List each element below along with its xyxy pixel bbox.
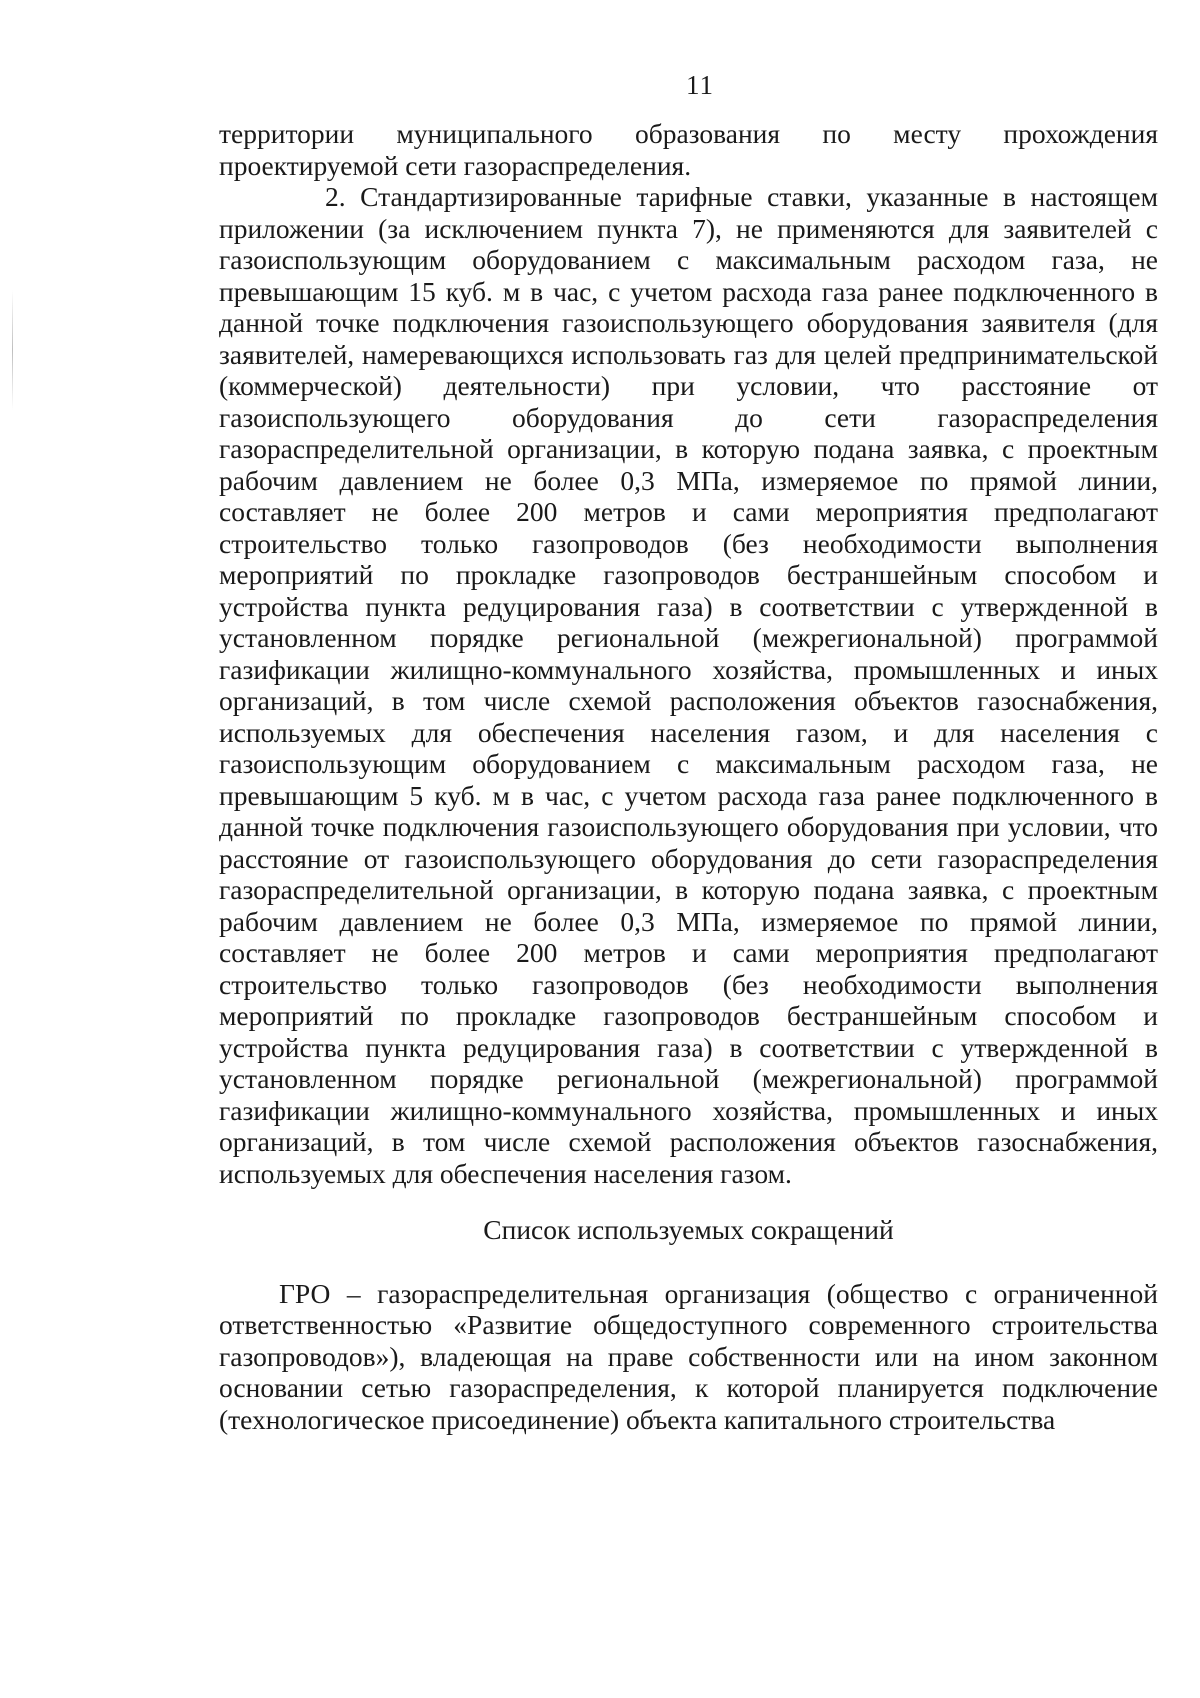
abbreviations-heading: Список используемых сокращений xyxy=(483,1214,894,1245)
document-body xyxy=(219,118,1158,1435)
continuation-paragraph: территории муниципального образования по месту прохождения проектируемой сети газораспределения. xyxy=(219,118,1158,181)
page-number: 11 xyxy=(686,70,714,100)
abbreviation-gro-paragraph: ГРО – газораспределительная организация (общество с ограниченной ответственностью «Развитие общедоступного современного строительства газопроводов»), владеющая на праве собственности или на ином законном основании сетью газораспределения, к которой планируется подключение (технологическое присоединение) объекта капитального строительства xyxy=(219,1277,1158,1435)
item-2-paragraph: 2. Стандартизированные тарифные ставки, указанные в настоящем приложении (за исключением пункта 7), не применяются для заявителей с газоиспользующим оборудованием с максимальным расходом газа, не превышающим 15 куб. м в час, с учетом расхода газа ранее подключенного в данной точке подключения газоиспользующего оборудования заявителя (для заявителей, намеревающихся использовать газ для целей предпринимательской (коммерческой) деятельности) при условии, что расстояние от газоиспользующего оборудования до сети газораспределения газораспределительной организации, в которую подана заявка, с проектным рабочим давлением не более 0,3 МПа, измеряемое по прямой линии, составляет не более 200 метров и сами мероприятия предполагают строительство только газопроводов (без необходимости выполнения мероприятий по прокладке газопроводов бестраншейным способом и устройства пункта редуцирования газа) в соответствии с утвержденной в установленном порядке региональной (межрегиональной) программой газификации жилищно-коммунального хозяйства, промышленных и иных организаций, в том числе схемой расположения объектов газоснабжения, используемых для обеспечения населения газом, и для населения с газоиспользующим оборудованием с максимальным расходом газа, не превышающим 5 куб. м в час, с учетом расхода газа ранее подключенного в данной точке подключения газоиспользующего оборудования при условии, что расстояние от газоиспользующего оборудования до сети газораспределения газораспределительной организации, в которую подана заявка, с проектным рабочим давлением не более 0,3 МПа, измеряемое по прямой линии, составляет не более 200 метров и сами мероприятия предполагают строительство только газопроводов (без необходимости выполнения мероприятий по прокладке газопроводов бестраншейным способом и устройства пункта редуцирования газа) в соответствии с утвержденной в установленном порядке региональной (межрегиональной) программой газификации жилищно-коммунального хозяйства, промышленных и иных организаций, в том числе схемой расположения объектов газоснабжения, используемых для обеспечения населения газом. xyxy=(219,181,1158,1189)
scan-edge-mark xyxy=(12,290,13,410)
